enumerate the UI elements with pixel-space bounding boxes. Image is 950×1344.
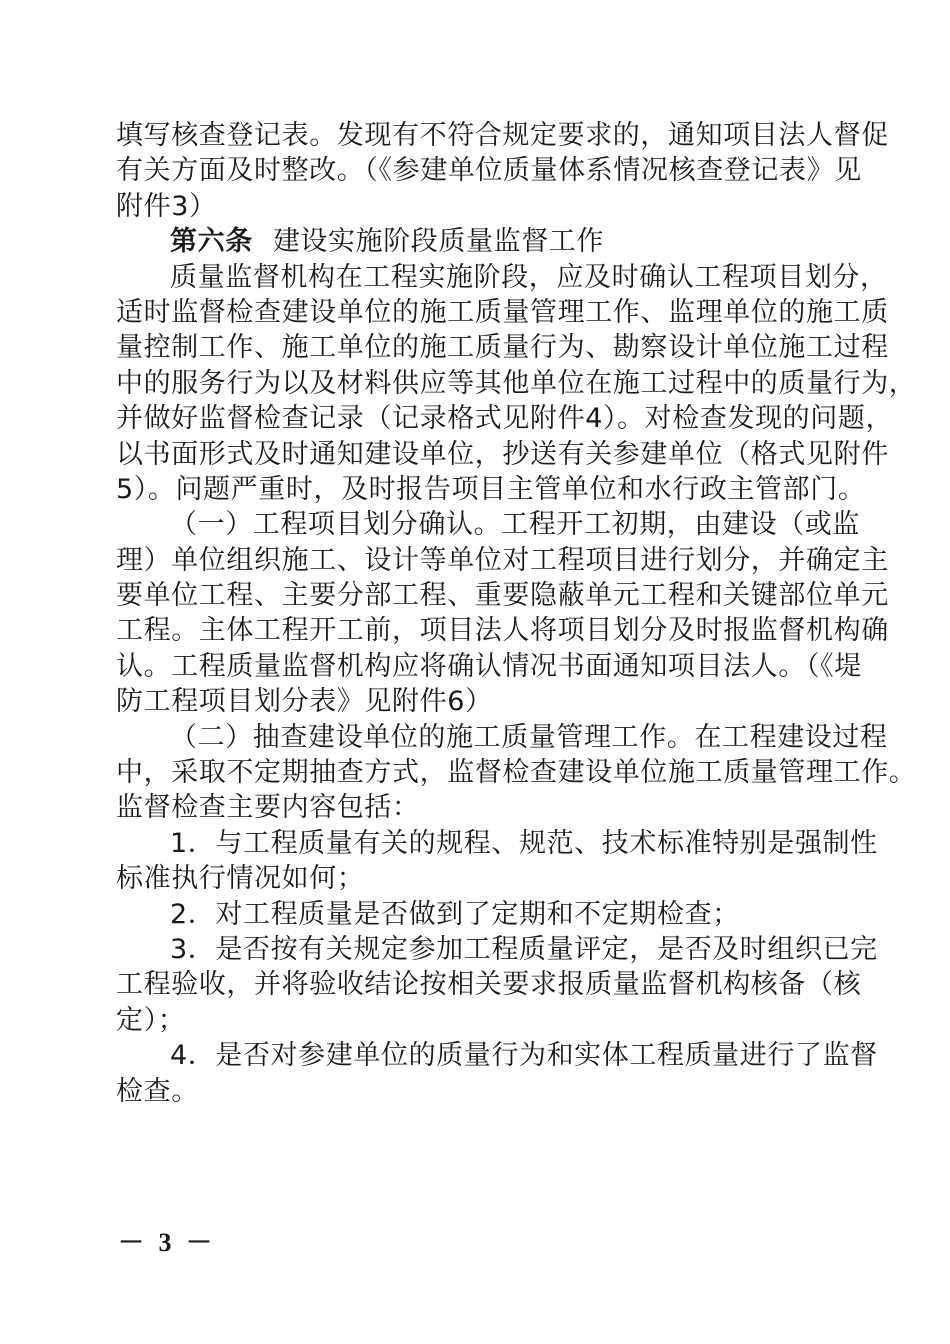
article-title: 建设实施阶段质量监督工作 — [272, 226, 605, 258]
paragraph-line: （一）工程项目划分确认。工程开工初期，由建设（或监 — [170, 509, 860, 541]
paragraph-line: 认。工程质量监督机构应将确认情况书面通知项目法人。（《堤 — [116, 650, 862, 682]
paragraph-line: 以书面形式及时通知建设单位，抄送有关参建单位（格式见附件 — [116, 438, 889, 470]
paragraph-line: 适时监督检查建设单位的施工质量管理工作、监理单位的施工质 — [116, 296, 889, 328]
paragraph-line: 要单位工程、主要分部工程、重要隐蔽单元工程和关键部位单元 — [116, 580, 889, 612]
paragraph-line: 量控制工作、施工单位的施工质量行为、勘察设计单位施工过程 — [116, 332, 889, 364]
document-body — [116, 118, 917, 1109]
list-item-line: 工程验收，并将验收结论按相关要求报质量监督机构核备（核 — [116, 969, 862, 1001]
paragraph-line: 附件3） — [116, 190, 217, 222]
list-item-line: 定）； — [116, 1004, 186, 1036]
list-item-line: 1．与工程质量有关的规程、规范、技术标准特别是强制性 — [170, 827, 878, 859]
paragraph-line: 有关方面及时整改。（《参建单位质量体系情况核查登记表》见 — [116, 155, 862, 187]
paragraph-line: 防工程项目划分表》见附件6） — [116, 686, 493, 718]
paragraph-line: 5）。问题严重时，及时报告项目主管单位和水行政主管部门。 — [116, 473, 866, 505]
paragraph-line: 中的服务行为以及材料供应等其他单位在施工过程中的质量行为， — [116, 367, 917, 399]
paragraph-line: 监督检查主要内容包括： — [116, 792, 420, 824]
paragraph-line: 填写核查登记表。发现有不符合规定要求的，通知项目法人督促 — [116, 120, 889, 151]
paragraph-line: 并做好监督检查记录（记录格式见附件4）。对检查发现的问题， — [116, 403, 894, 435]
list-item-line: 2．对工程质量是否做到了定期和不定期检查； — [170, 898, 740, 930]
article-number: 第六条 — [170, 226, 253, 258]
list-item-line: 检查。 — [116, 1075, 199, 1107]
list-item-line: 4．是否对参建单位的质量行为和实体工程质量进行了监督 — [170, 1040, 878, 1072]
article-heading-line — [116, 224, 838, 259]
page-number: － 3 － — [118, 1228, 217, 1257]
paragraph-line: 中，采取不定期抽查方式，监督检查建设单位施工质量管理工作。 — [116, 757, 917, 789]
list-item-line: 3．是否按有关规定参加工程质量评定，是否及时组织已完 — [170, 933, 878, 965]
paragraph-line: 质量监督机构在工程实施阶段，应及时确认工程项目划分， — [170, 261, 888, 293]
paragraph-line: 理）单位组织施工、设计等单位对工程项目进行划分，并确定主 — [116, 544, 889, 576]
list-item-line: 标准执行情况如何； — [116, 863, 365, 895]
paragraph-line: 工程。主体工程开工前，项目法人将项目划分及时报监督机构确 — [116, 615, 889, 647]
paragraph-line: （二）抽查建设单位的施工质量管理工作。在工程建设过程 — [170, 721, 888, 753]
